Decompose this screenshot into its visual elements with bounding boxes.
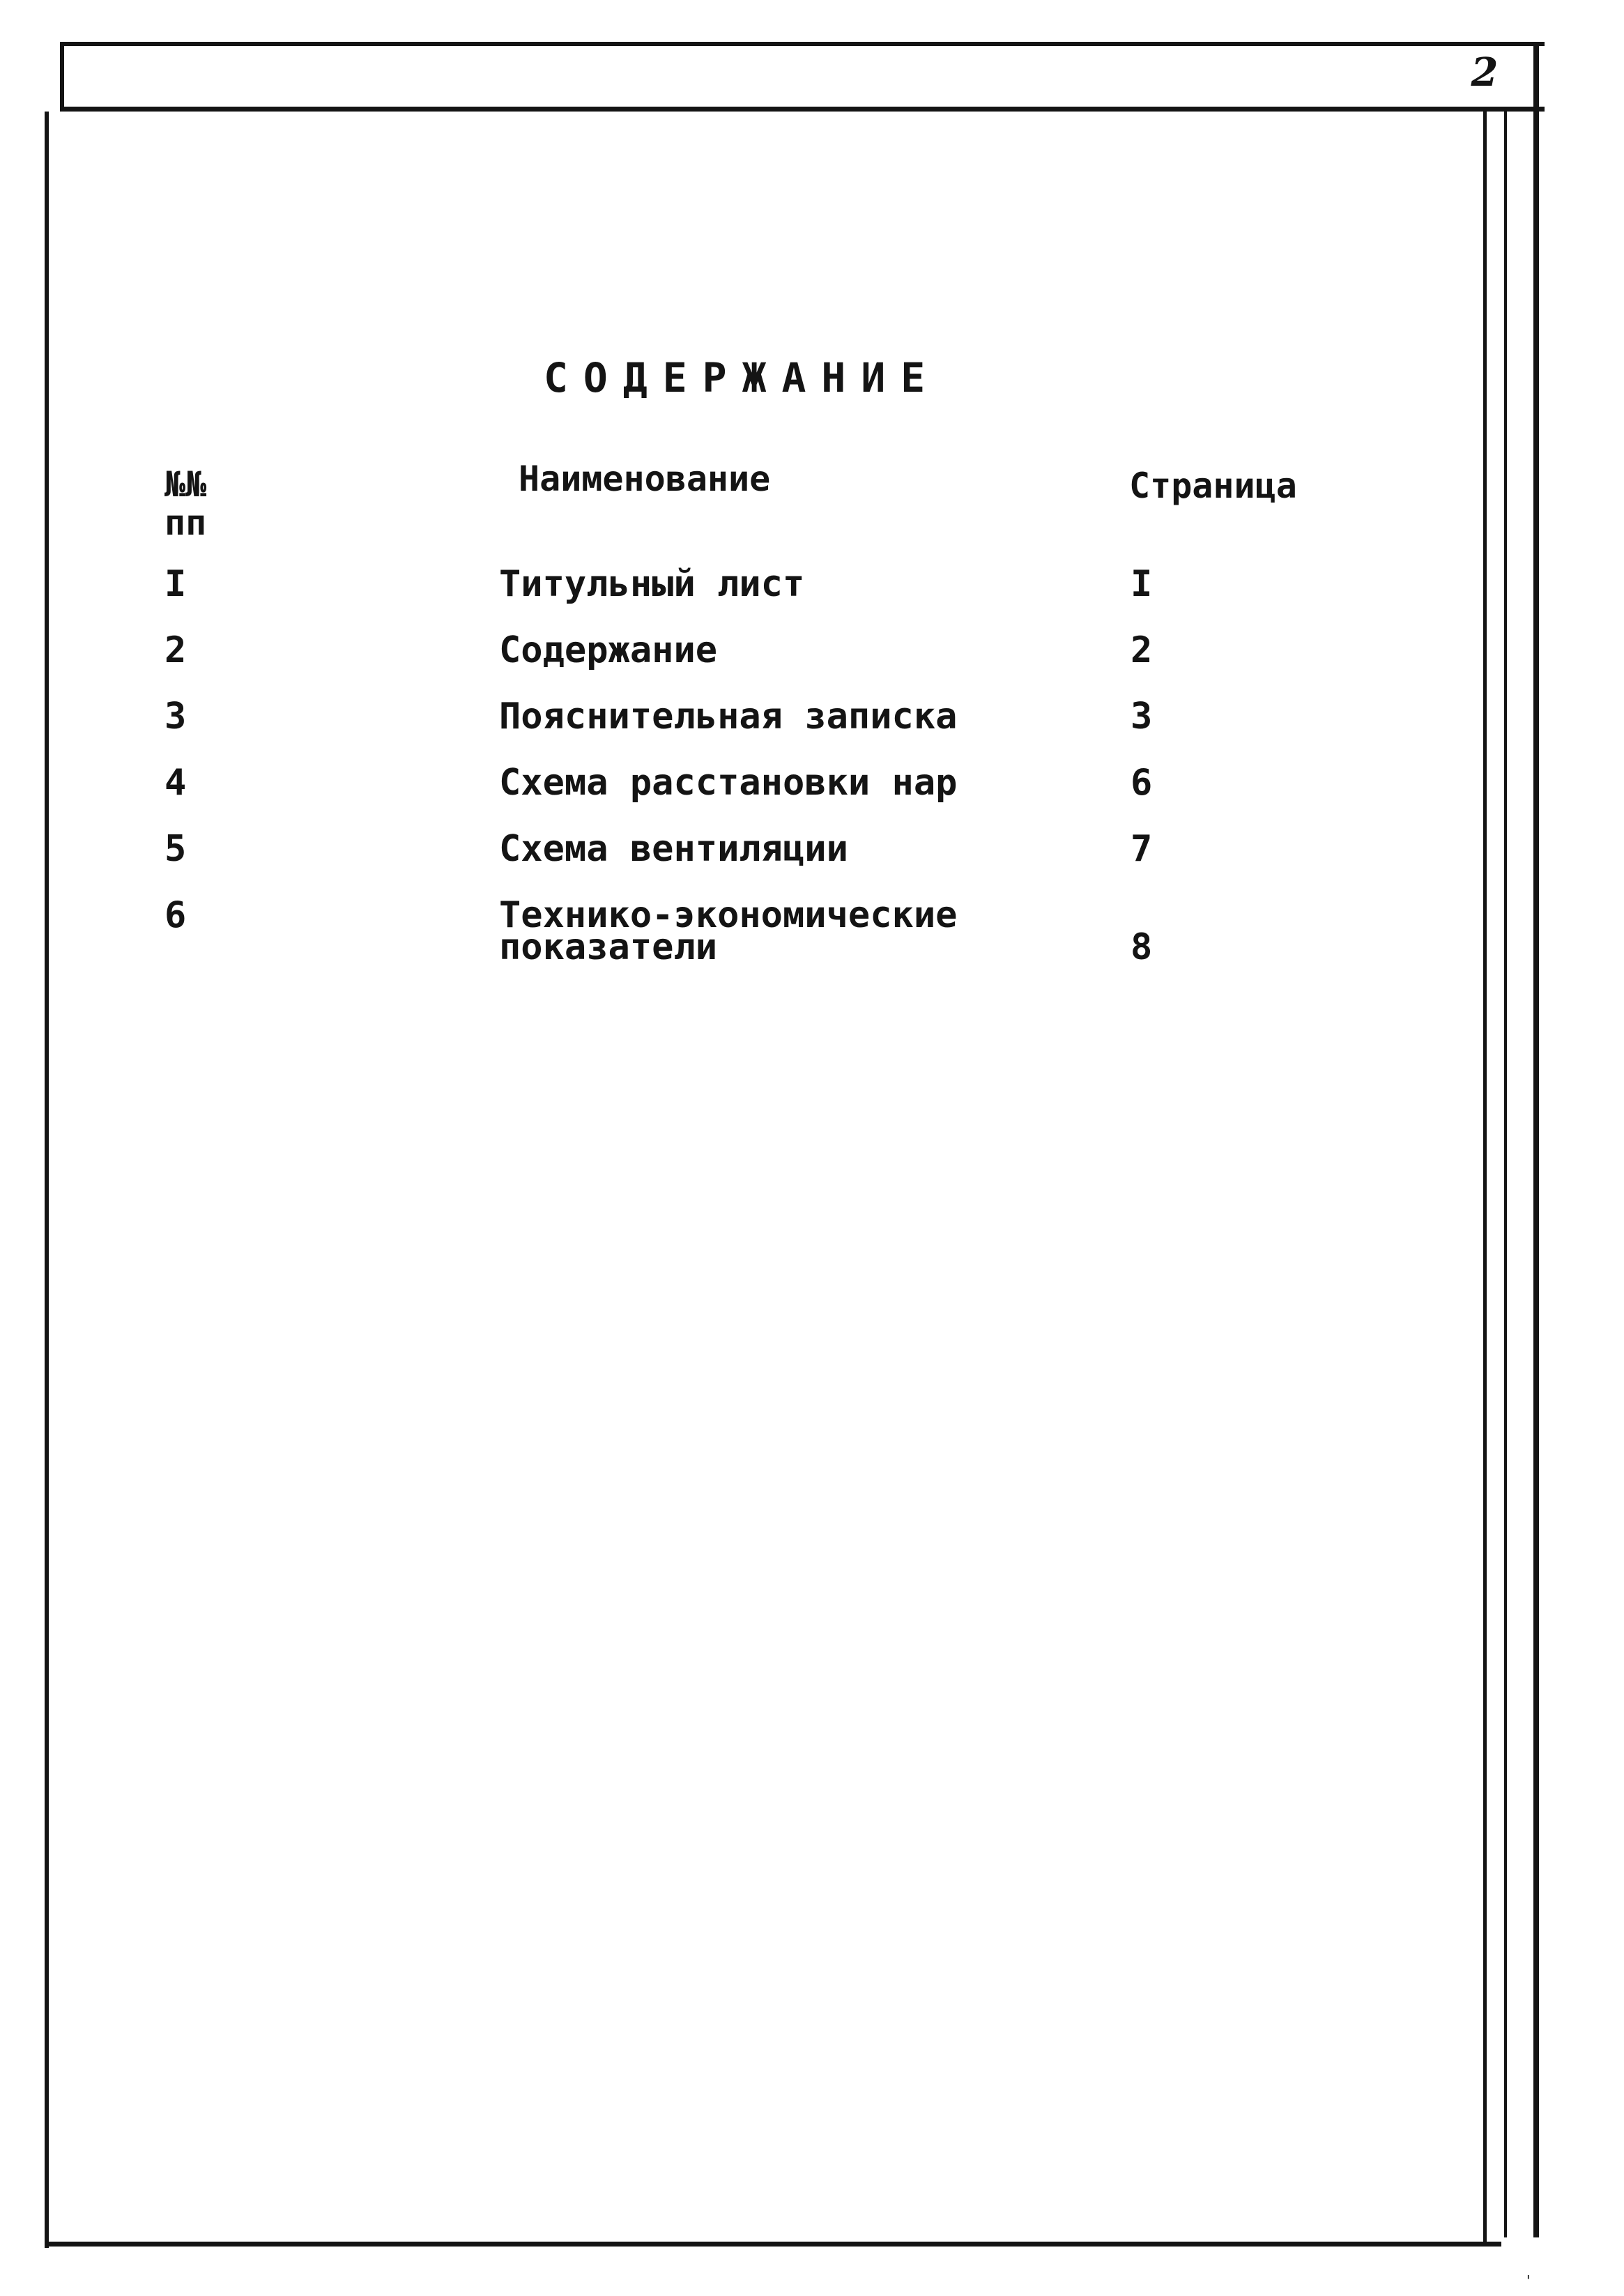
toc-row-name-line-2: показатели — [499, 926, 718, 968]
toc-row-name: Содержание — [499, 629, 718, 671]
edge-mark: ' — [1526, 2272, 1531, 2289]
toc-row-page: I — [1131, 563, 1153, 605]
toc-row-number: 5 — [164, 828, 187, 870]
toc-row-page: 2 — [1131, 629, 1153, 671]
frame-right-inner-line — [1483, 112, 1487, 2244]
frame-right-middle-line — [1504, 112, 1507, 2237]
toc-row-name: Схема вентиляции — [499, 828, 848, 870]
toc-row-number: 2 — [164, 629, 187, 671]
toc-row-name-line-1: Технико-экономические — [499, 894, 958, 936]
toc-row-number: 6 — [164, 894, 187, 936]
toc-row-page: 3 — [1131, 696, 1153, 737]
column-header-name: Наименование — [519, 459, 771, 499]
toc-row-number: 4 — [164, 762, 187, 804]
frame-bottom-line — [45, 2242, 1501, 2247]
page-title: СОДЕРЖАНИЕ — [544, 354, 941, 401]
toc-row-number: I — [164, 563, 187, 605]
toc-row-page: 6 — [1131, 762, 1153, 804]
frame-top-line — [60, 42, 1545, 46]
toc-row-name: Схема расстановки нар — [499, 762, 958, 804]
column-header-number: №№ пп — [164, 464, 207, 543]
frame-right-outer-line — [1533, 42, 1539, 2237]
toc-row-page: 8 — [1131, 926, 1153, 968]
toc-row-number: 3 — [164, 696, 187, 737]
column-header-page: Страница — [1129, 466, 1297, 506]
frame-left-line — [60, 42, 64, 112]
toc-row-name: Пояснительная записка — [499, 696, 958, 737]
header-rule — [60, 107, 1545, 112]
toc-row-name — [499, 894, 958, 968]
toc-row-name: Титульный лист — [499, 563, 805, 605]
toc-row-page: 7 — [1131, 828, 1153, 870]
page-number: 2 — [1471, 49, 1499, 95]
frame-left-inner-line — [45, 112, 49, 2248]
